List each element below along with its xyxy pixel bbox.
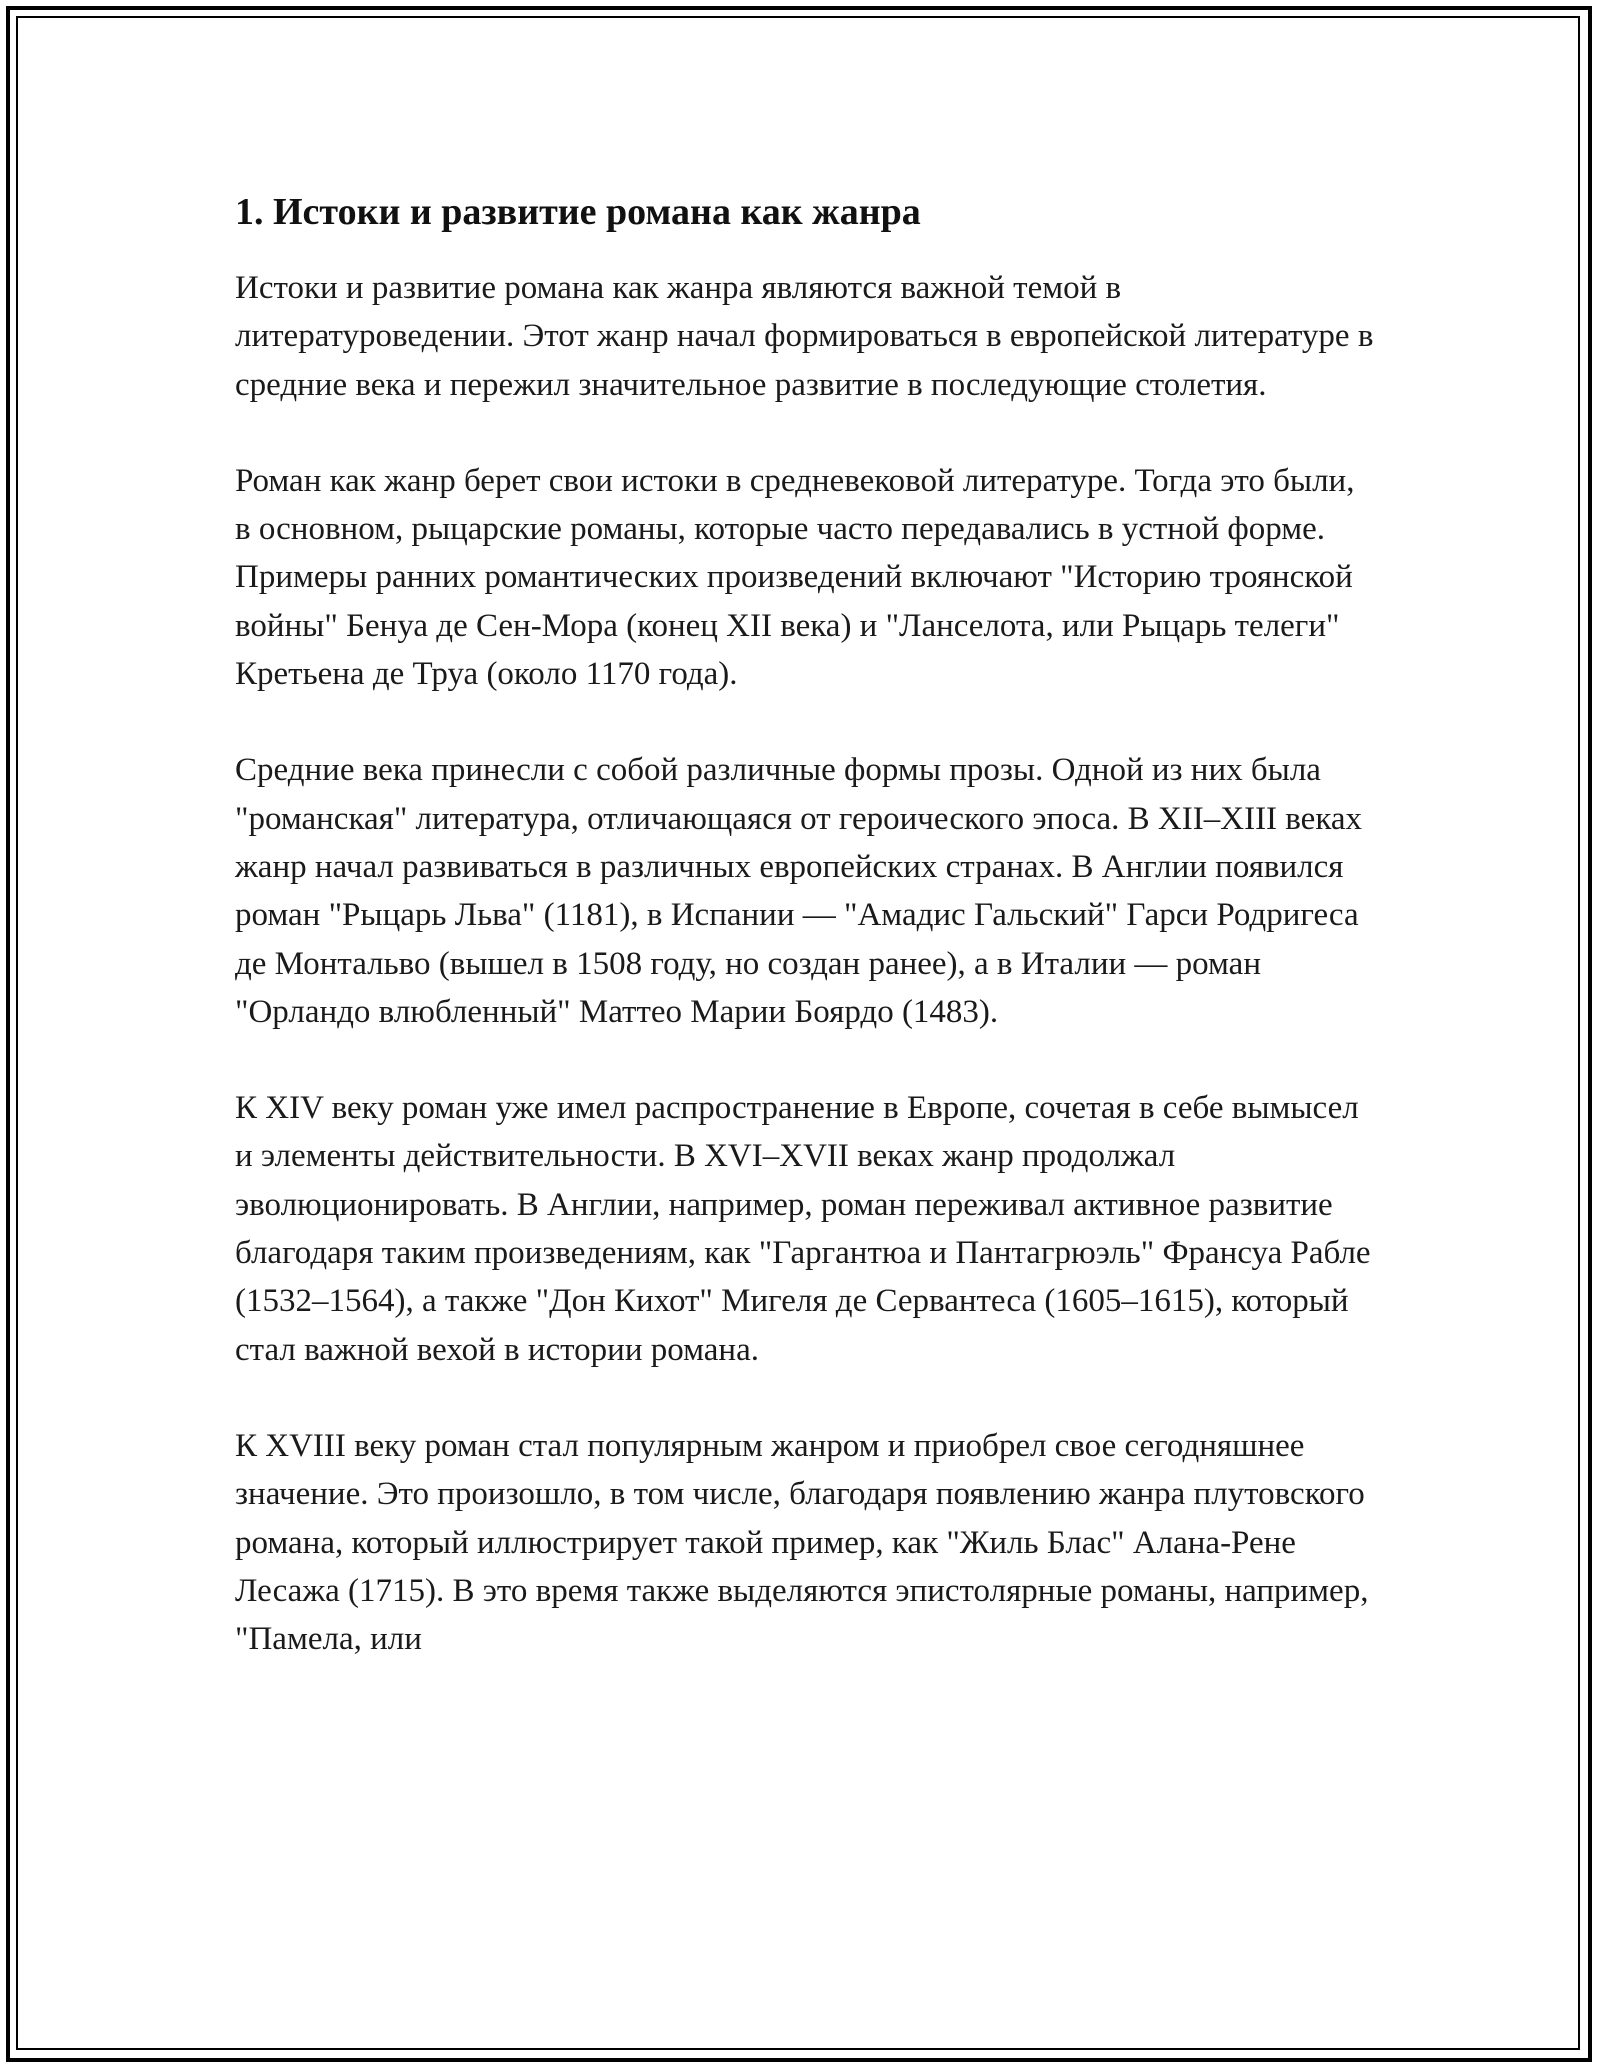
document-body xyxy=(235,186,1375,1711)
paragraph-5: К XVIII веку роман стал популярным жанром и приобрел свое сегодняшнее значение. Это произошло, в том числе, благодаря появлению жанра плутовского романа, который иллюстрирует такой пример, как "Жиль Блас" Алана-Рене Лесажа (1715). В это время также выделяются эпистолярные романы, например, "Памела, или xyxy=(235,1427,1369,1658)
paragraph-1: Истоки и развитие романа как жанра являются важной темой в литературоведении. Этот жанр начал формироваться в европейской литературе в средние века и пережил значительное развитие в последующие столетия. xyxy=(235,270,1374,403)
paragraph-4: К XIV веку роман уже имел распространение в Европе, сочетая в себе вымысел и элементы действительности. В XVI–XVII веках жанр продолжал эволюционировать. В Англии, например, роман переживал активное развитие благодаря таким произведениям, как "Гаргантюа и Пантагрюэль" Франсуа Рабле (1532–1564), а также "Дон Кихот" Мигеля де Сервантеса (1605–1615), который стал важной вехой в истории романа. xyxy=(235,1090,1371,1368)
section-heading: 1. Истоки и развитие романа как жанра xyxy=(235,191,921,233)
paragraph-3: Средние века принесли с собой различные формы прозы. Одной из них была "романская" литература, отличающаяся от героического эпоса. В XII–XIII веках жанр начал развиваться в различных европейских странах. В Англии появился роман "Рыцарь Льва" (1181), в Испании — "Амадис Гальский" Гарси Родригеса де Монтальво (вышел в 1508 году, но создан ранее), а в Италии — роман "Орландо влюбленный" Маттео Марии Боярдо (1483). xyxy=(235,752,1363,1030)
paragraph-2: Роман как жанр берет свои истоки в средневековой литературе. Тогда это были, в основном, рыцарские романы, которые часто передавались в устной форме. Примеры ранних романтических произведений включают "Историю троянской войны" Бенуа де Сен-Мора (конец XII века) и "Ланселота, или Рыцарь телеги" Кретьена де Труа (около 1170 года). xyxy=(235,462,1355,693)
